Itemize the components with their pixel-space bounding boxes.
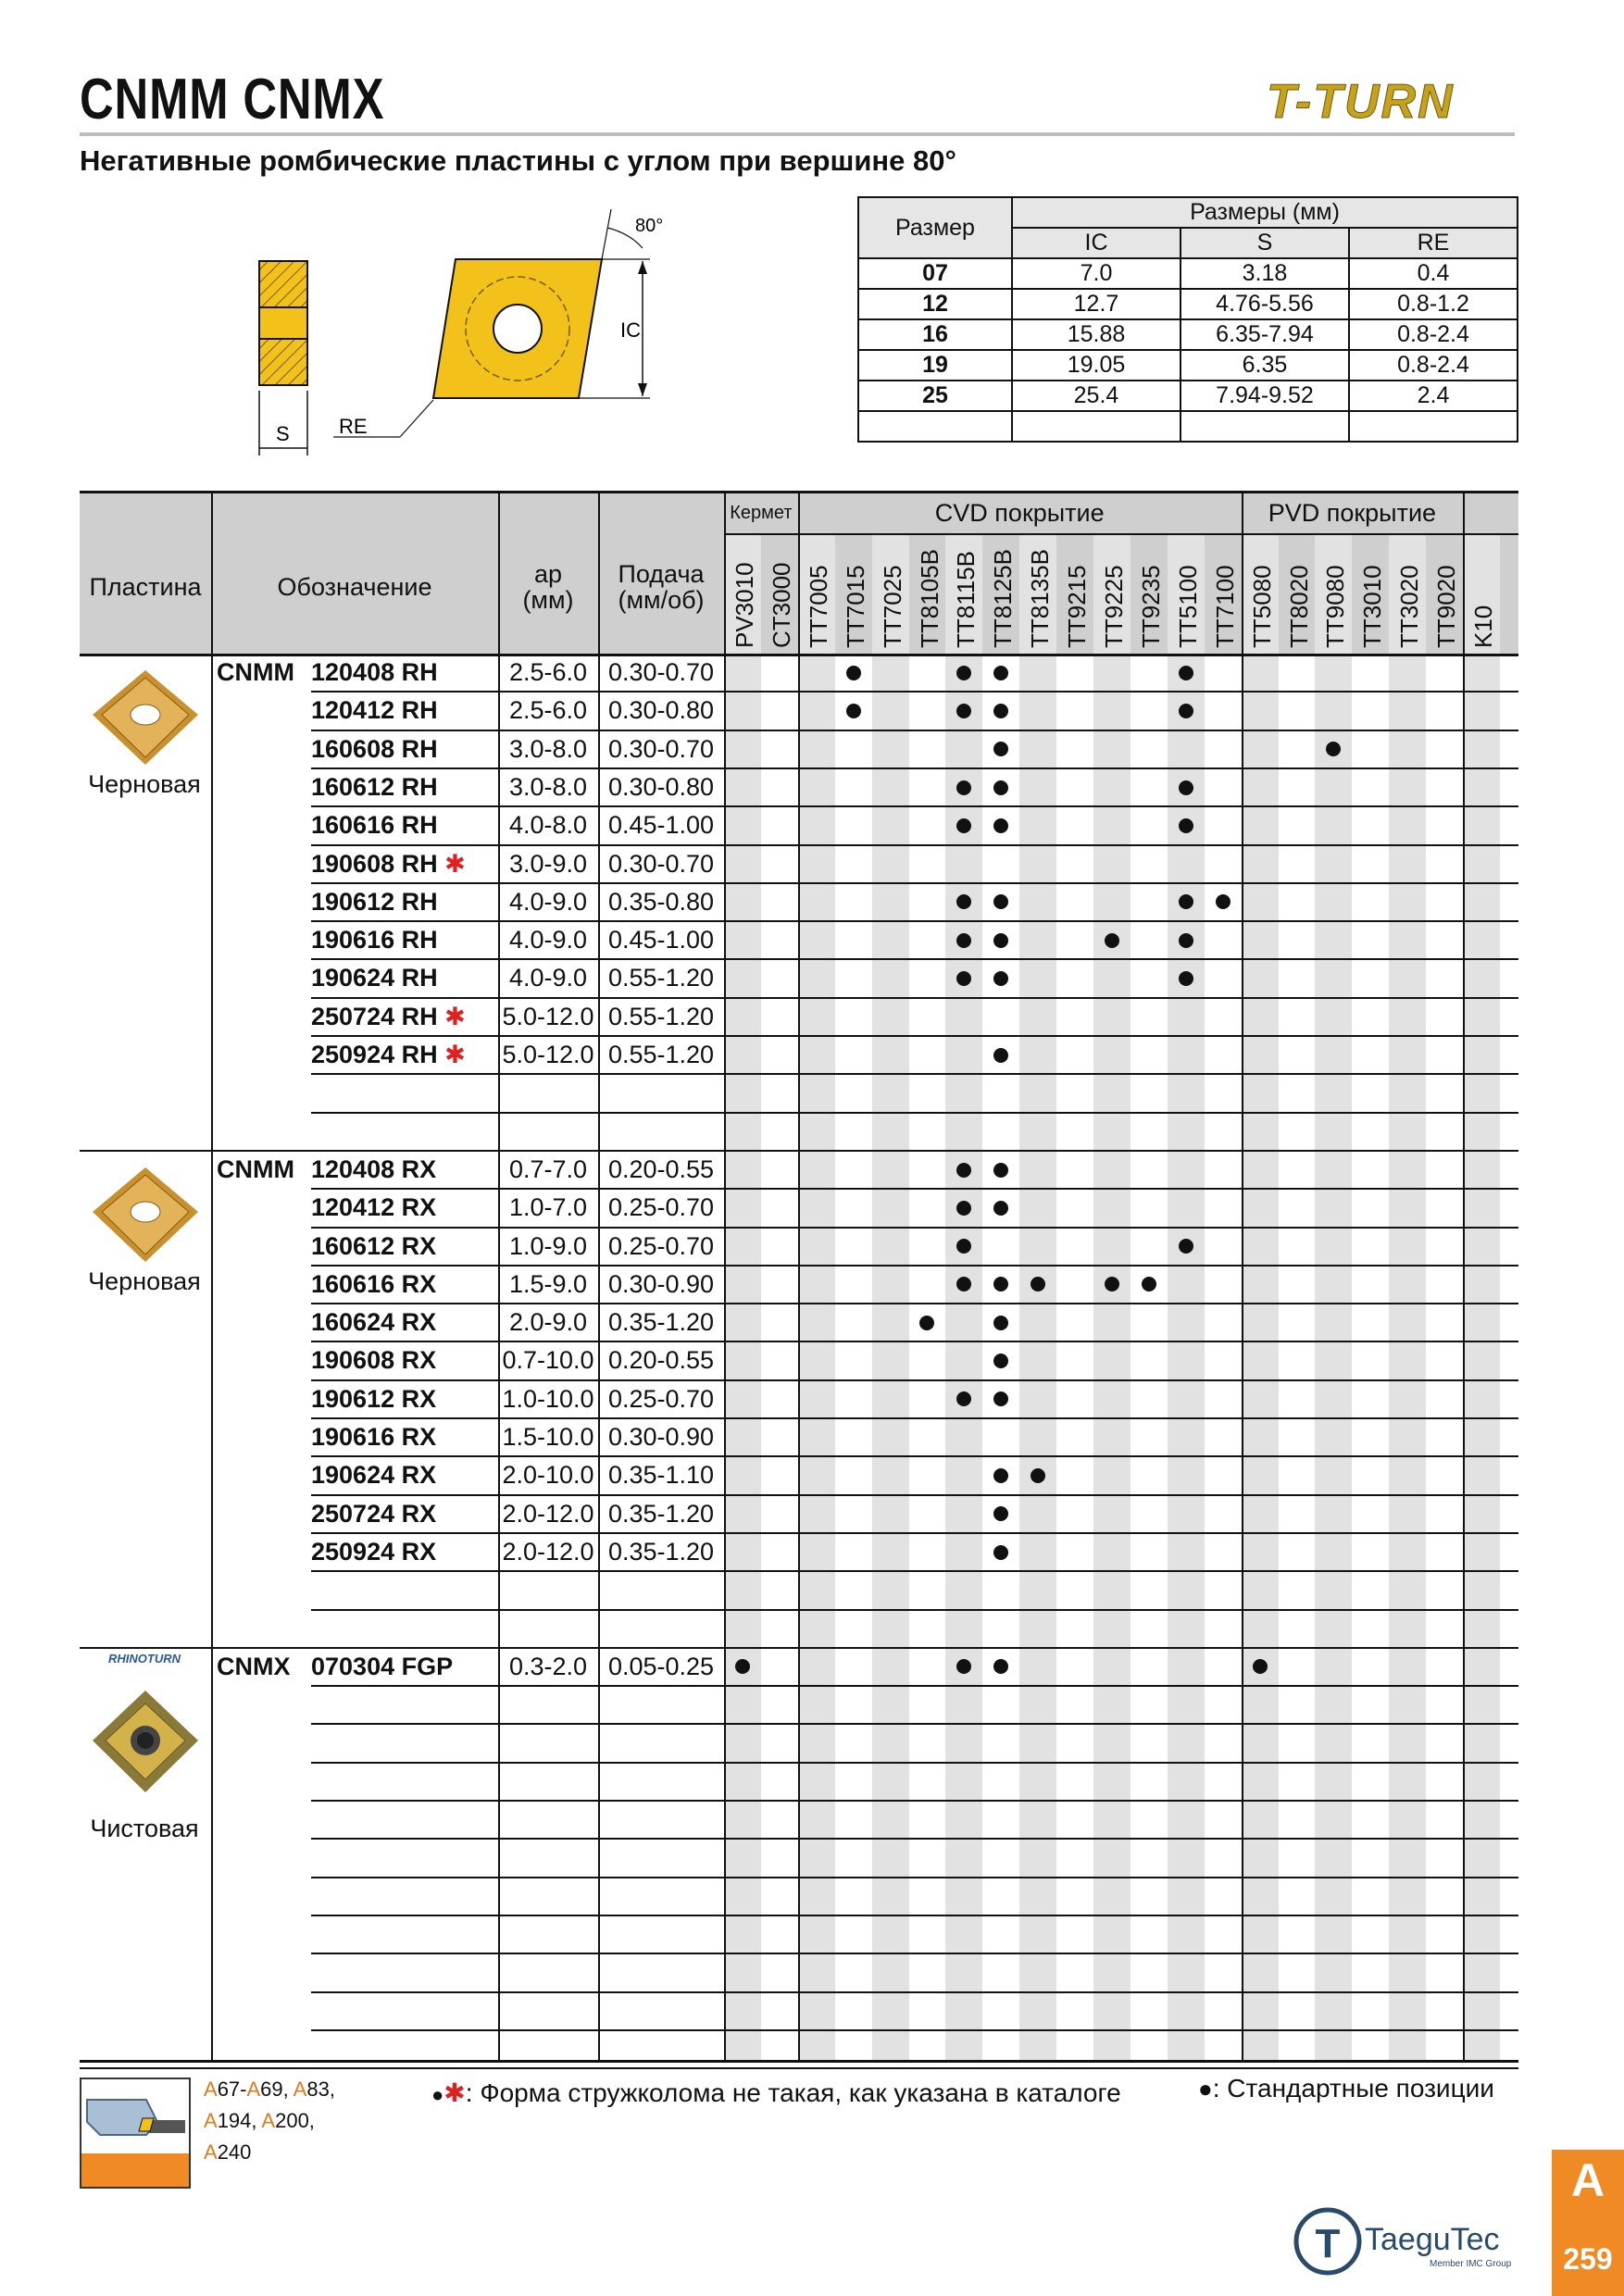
ap-value [498,1839,598,1877]
standard-item-dot-tt8125b [993,894,1008,909]
row-line [311,1953,1518,1954]
family-label: CNMX [217,1652,291,1680]
ap-value: 4.0-9.0 [508,964,588,992]
feed-value: 0.55-1.20 [607,1041,715,1068]
feed-value: 0.30-0.80 [607,696,715,725]
row-line [311,1417,1518,1419]
special-chipbreaker-star-icon: ✱ [437,1002,466,1030]
feed-value [598,1571,724,1609]
standard-item-dot-tt8125b [993,1506,1008,1521]
feed-value [598,1915,724,1953]
grid-line [724,533,1518,535]
row-line [311,844,1518,846]
feed-value: 0.20-0.55 [607,1154,715,1183]
row-line [311,691,1518,693]
standard-item-dot-tt8125b [993,1468,1008,1483]
standard-item-dot-tt8125b [993,1316,1008,1330]
row-line [311,1570,1518,1572]
standard-item-dot-tt7015 [846,704,861,718]
designation-code [311,1456,436,1494]
standard-item-dot-tt9235 [1142,1277,1156,1292]
row-line [311,997,1518,999]
ap-value [498,1763,598,1801]
designation-code [311,845,466,883]
grid-line [1242,491,1243,2062]
size-table [857,196,1518,443]
standard-item-dot-tt8125b [993,1391,1008,1406]
ap-value [498,1724,598,1762]
ap-value [498,1610,598,1648]
designation-text: 160612 RX [311,1231,437,1260]
grade-column-stripe [1389,533,1426,2062]
standard-item-dot-tt5100 [1179,933,1193,948]
cermet-group-header: Кермет [730,503,793,523]
insert-photo [85,1158,206,1279]
designation-code [311,806,438,844]
side-view-top [259,261,307,307]
feed-value: 0.20-0.55 [607,1346,715,1375]
feed-value: 0.55-1.20 [607,964,715,992]
feed-value: 0.35-1.10 [607,1461,715,1490]
feed-value [598,1763,724,1801]
side-view-bottom [259,339,307,385]
legend-dot-icon: ● [431,2083,444,2106]
designation-text: 120408 RX [311,1154,437,1183]
designation-code [311,1341,436,1379]
row-line [311,1341,1518,1342]
designation-code [311,1151,436,1189]
page-references: A67-A69, A83, A194, A200, A240 [204,2078,335,2164]
feed-value: 0.35-0.80 [607,887,715,916]
family-label: CNMM [217,1154,294,1183]
grade-table [80,491,1518,2062]
angle-label: 80° [635,216,664,236]
grade-header-tt9020: TT9020 [1432,565,1461,648]
title-rule [80,132,1515,136]
standard-item-dot-tt7100 [1216,894,1230,909]
ap-value [498,1878,598,1915]
designation-text: 160608 RH [311,734,438,763]
legend-star-icon: ✱ [443,2078,466,2107]
designation-text: 190612 RX [311,1384,437,1413]
ap-value: 2.0-12.0 [502,1499,594,1528]
row-line [311,767,1518,769]
feed-value [598,1113,724,1151]
feed-value: 0.30-0.90 [607,1423,715,1451]
grade-column-stripe [1168,533,1205,2062]
grade-column-stripe [1315,533,1352,2062]
ic-header: IC [1012,228,1181,258]
s-label: S [276,422,290,445]
feed-value: 0.45-1.00 [607,926,715,955]
ap-value: 3.0-8.0 [508,772,588,801]
grade-header-tt9215: TT9215 [1063,565,1092,648]
row-line [311,730,1518,731]
designation-code [311,883,438,921]
grade-header-tt3020: TT3020 [1395,565,1424,648]
legend-dot-icon: ● [1198,2075,1213,2103]
designation-code [311,1533,436,1571]
re-label: RE [339,415,368,438]
designation-text: 190624 RH [311,964,438,992]
center-hole [493,305,542,353]
designation-text: 190624 RX [311,1461,437,1490]
row-line [311,2029,1518,2031]
designation-code [311,921,438,959]
special-chipbreaker-star-icon: ✱ [437,1041,466,1068]
standard-item-dot-tt5100 [1179,818,1193,833]
designation-text: 120408 RH [311,658,438,686]
grade-header-tt9080: TT9080 [1321,565,1350,648]
designation-text: 120412 RX [311,1193,437,1222]
feed-value [598,1724,724,1762]
designation-column-header: Обозначение [277,573,432,601]
standard-item-dot-tt8125b [993,1048,1008,1063]
row-line [311,1877,1518,1878]
row-line [311,1188,1518,1190]
page-subtitle: Негативные ромбические пластины с углом при вершине 80° [80,144,956,177]
feed-value: 0.35-1.20 [607,1499,715,1528]
feed-value: 0.30-0.90 [607,1269,715,1298]
feed-value [598,1953,724,1991]
grid-line [1463,491,1465,2062]
ap-value [498,1992,598,2030]
ap-value: 2.0-9.0 [508,1308,588,1337]
designation-text: 070304 FGP [311,1652,454,1680]
rhinoturn-brand-label: RHINOTURN [108,1651,181,1666]
feed-value: 0.05-0.25 [607,1652,715,1680]
pvd-group-header: PVD покрытие [1268,499,1437,527]
designation-text: 120412 RH [311,696,438,725]
feed-value [598,1878,724,1915]
row-line [311,1532,1518,1534]
grade-header-tt8105b: TT8105B [915,549,943,648]
standard-item-dot-tt8125b [993,933,1008,948]
grade-header-tt9235: TT9235 [1136,565,1165,648]
designation-text: 190612 RH [311,887,438,916]
designation-code [311,998,466,1036]
grid-line [798,491,800,2062]
size-header: Размер [858,197,1012,258]
row-line [311,920,1518,922]
feed-value: 0.35-1.20 [607,1308,715,1337]
standard-item-dot-tt8125b [993,1354,1008,1368]
standard-item-dot-tt7015 [846,666,861,680]
ap-value [498,1801,598,1839]
ap-value: 4.0-8.0 [508,811,588,840]
grade-header-tt3010: TT3010 [1358,565,1387,648]
family-label: CNMM [217,658,294,686]
ap-value: 1.0-9.0 [508,1231,588,1260]
section-line [80,1647,1518,1649]
s-header: S [1181,228,1349,258]
feed-value: 0.25-0.70 [607,1384,715,1413]
grade-header-tt8115b: TT8115B [952,550,981,648]
designation-code [311,1266,436,1304]
size-row [858,411,1518,442]
row-line [311,805,1518,807]
grade-header-pv3010: PV3010 [730,562,758,648]
ap-value: 4.0-9.0 [508,887,588,916]
feed-value [598,1801,724,1839]
ap-value: 0.7-10.0 [502,1346,594,1375]
size-row: 12 12.7 4.76-5.56 0.8-1.2 [858,289,1518,319]
designation-code [311,730,438,768]
section-line [80,1150,1518,1152]
feed-value: 0.25-0.70 [607,1193,715,1222]
designation-text: 190608 RH [311,849,438,878]
re-header: RE [1349,228,1518,258]
standard-item-dot-tt8115b [956,1163,971,1178]
grade-header-tt7005: TT7005 [804,565,832,648]
standard-item-dot-tt8115b [956,780,971,795]
ap-value [498,1074,598,1112]
grade-header-tt8020: TT8020 [1284,565,1313,648]
designation-code [311,768,438,806]
standard-item-dot-tt8115b [956,666,971,680]
application-icon [80,2078,191,2189]
standard-item-dot-tt8125b [993,1277,1008,1292]
ap-value [498,1953,598,1991]
feed-value: 0.25-0.70 [607,1231,715,1260]
operation-label: Черновая [88,1267,201,1295]
insert-drawing [231,206,694,465]
page-number: 259 [1563,2242,1613,2276]
ap-column-header: ap (мм) [522,560,574,614]
ap-value: 5.0-12.0 [502,1002,594,1030]
ap-value: 1.0-10.0 [502,1384,594,1413]
standard-item-dot-tt5100 [1179,666,1193,680]
designation-code [311,1189,436,1227]
cvd-group-header: CVD покрытие [934,499,1105,527]
designation-text: 250924 RX [311,1537,437,1566]
row-line [311,1227,1518,1229]
standard-item-dot-tt8125b [993,1545,1008,1560]
ap-value: 0.3-2.0 [508,1652,588,1680]
row-line [311,1455,1518,1457]
insert-photo [85,661,206,781]
grade-header-tt7025: TT7025 [878,565,906,648]
grade-header-tt5080: TT5080 [1247,565,1276,648]
standard-item-dot-tt5080 [1253,1659,1268,1674]
feed-value [598,1992,724,2030]
insert-photo [85,1683,206,1803]
feed-value: 0.30-0.70 [607,658,715,686]
standard-item-dot-tt8125b [993,742,1008,756]
feed-value [598,1610,724,1648]
standard-item-dot-tt5100 [1179,1239,1193,1254]
section-line [80,2067,1518,2069]
grade-header-tt7015: TT7015 [841,565,869,648]
taegutec-logo [1291,2200,1531,2283]
feed-value: 0.30-0.80 [607,772,715,801]
size-row: 19 19.05 6.35 0.8-2.4 [858,350,1518,381]
ap-value [498,1686,598,1724]
ap-value [498,1113,598,1151]
row-line [311,882,1518,884]
operation-label: Черновая [88,770,201,798]
feed-value: 0.55-1.20 [607,1002,715,1030]
ap-value [498,2030,598,2068]
grade-header-tt8125b: TT8125B [989,549,1018,648]
row-line [311,1685,1518,1687]
grade-header-tt5100: TT5100 [1173,565,1202,648]
row-line [311,1800,1518,1802]
designation-text: 160616 RX [311,1269,437,1298]
svg-text:Member IMC Group: Member IMC Group [1430,2259,1512,2269]
grade-column-stripe [872,533,909,2062]
designation-text: 160612 RH [311,772,438,801]
row-line [311,1303,1518,1304]
row-line [311,1494,1518,1496]
grade-header-tt9225: TT9225 [1099,565,1128,648]
designation-code [311,1036,466,1074]
standard-item-dot-tt8105b [919,1316,934,1330]
standard-item-dot-tt5100 [1179,780,1193,795]
special-chipbreaker-star-icon: ✱ [437,849,466,878]
designation-text: 190608 RX [311,1346,437,1375]
ap-value: 3.0-8.0 [508,734,588,763]
standard-item-dot-tt5100 [1179,704,1193,718]
dims-header: Размеры (мм) [1012,197,1518,228]
feed-value: 0.30-0.70 [607,849,715,878]
standard-item-dot-tt5100 [1179,971,1193,986]
standard-item-dot-tt8125b [993,780,1008,795]
row-line [311,1762,1518,1764]
ap-value: 1.5-10.0 [502,1423,594,1451]
designation-code [311,1228,436,1266]
row-line [311,1112,1518,1114]
ap-value: 1.0-7.0 [508,1193,588,1222]
ap-value: 2.5-6.0 [508,658,588,686]
feed-value: 0.45-1.00 [607,811,715,840]
designation-code [311,959,438,997]
grade-column-stripe [724,533,761,2062]
ap-value: 0.7-7.0 [508,1154,588,1183]
feed-value: 0.35-1.20 [607,1537,715,1566]
grade-header-k10: K10 [1468,605,1497,648]
ap-value: 2.0-10.0 [502,1461,594,1490]
grid-line [211,491,213,2062]
standard-item-dot-tt8125b [993,818,1008,833]
legend-standard: ●: Стандартные позиции [1198,2074,1494,2103]
row-line [311,1838,1518,1840]
insert-column-header: Пластина [89,573,202,601]
ap-value [498,1571,598,1609]
size-row: 16 15.88 6.35-7.94 0.8-2.4 [858,319,1518,350]
grade-column-stripe [1242,533,1279,2062]
grade-column-stripe [1463,533,1500,2062]
standard-item-dot-tt8125b [993,666,1008,680]
row-line [311,958,1518,960]
designation-code [311,1495,436,1533]
designation-code [311,654,438,692]
grid-line [724,491,726,2062]
ap-value: 1.5-9.0 [508,1269,588,1298]
legend-special-chipbreaker: ●✱: Форма стружколома не такая, как указана в каталоге [431,2078,1121,2107]
row-line [311,1035,1518,1037]
size-row: 25 25.4 7.94-9.52 2.4 [858,381,1518,411]
designation-text: 250724 RH [311,1002,438,1030]
feed-value [598,1074,724,1112]
grade-header-tt8135b: TT8135B [1026,549,1055,648]
page-title: CNMM CNMX [80,68,385,131]
row-line [311,1723,1518,1725]
ic-label: IC [620,318,641,342]
designation-text: 190616 RH [311,926,438,955]
side-view-hole [259,307,307,339]
standard-item-dot-tt8125b [993,704,1008,718]
grade-column-stripe [1093,533,1131,2062]
designation-text: 160624 RX [311,1308,437,1337]
feed-value [598,1686,724,1724]
row-line [311,1991,1518,1993]
ap-value [498,1915,598,1953]
designation-text: 190616 RX [311,1423,437,1451]
svg-text:T: T [1315,2221,1341,2266]
row-line [311,1609,1518,1611]
designation-text: 160616 RH [311,811,438,840]
grade-column-stripe [1019,533,1056,2062]
ap-value: 2.0-12.0 [502,1537,594,1566]
grade-column-stripe [798,533,835,2062]
designation-code [311,1304,436,1341]
standard-item-dot-tt9225 [1105,933,1119,948]
standard-item-dot-tt8125b [993,1659,1008,1674]
grade-column-stripe [945,533,982,2062]
ap-value: 4.0-9.0 [508,926,588,955]
designation-code [311,1648,453,1686]
designation-text: 250724 RX [311,1499,437,1528]
grade-header-tt7100: TT7100 [1210,565,1239,648]
standard-item-dot-tt8125b [993,971,1008,986]
row-line [311,1379,1518,1381]
feed-value [598,1839,724,1877]
designation-code [311,692,438,730]
operation-label: Чистовая [90,1814,199,1842]
section-letter: A [1570,2154,1605,2206]
standard-item-dot-tt8125b [993,1163,1008,1178]
ap-value: 3.0-9.0 [508,849,588,878]
designation-text: 250924 RH [311,1041,438,1068]
grade-header-ct3000: CT3000 [767,562,795,648]
designation-code [311,1380,436,1418]
svg-text:TaeguTec: TaeguTec [1365,2222,1500,2257]
ap-value: 5.0-12.0 [502,1041,594,1068]
row-line [311,1915,1518,1916]
ap-value: 2.5-6.0 [508,696,588,725]
row-line [311,1265,1518,1267]
designation-code [311,1418,436,1456]
standard-item-dot-tt8125b [993,1201,1008,1216]
t-turn-logo: T-TURN [1267,75,1455,129]
size-row: 07 7.0 3.18 0.4 [858,258,1518,289]
row-line [311,1073,1518,1075]
feed-column-header: Подача (мм/об) [618,560,705,614]
feed-value: 0.30-0.70 [607,734,715,763]
feed-value [598,2030,724,2068]
section-tab [1552,2150,1624,2296]
